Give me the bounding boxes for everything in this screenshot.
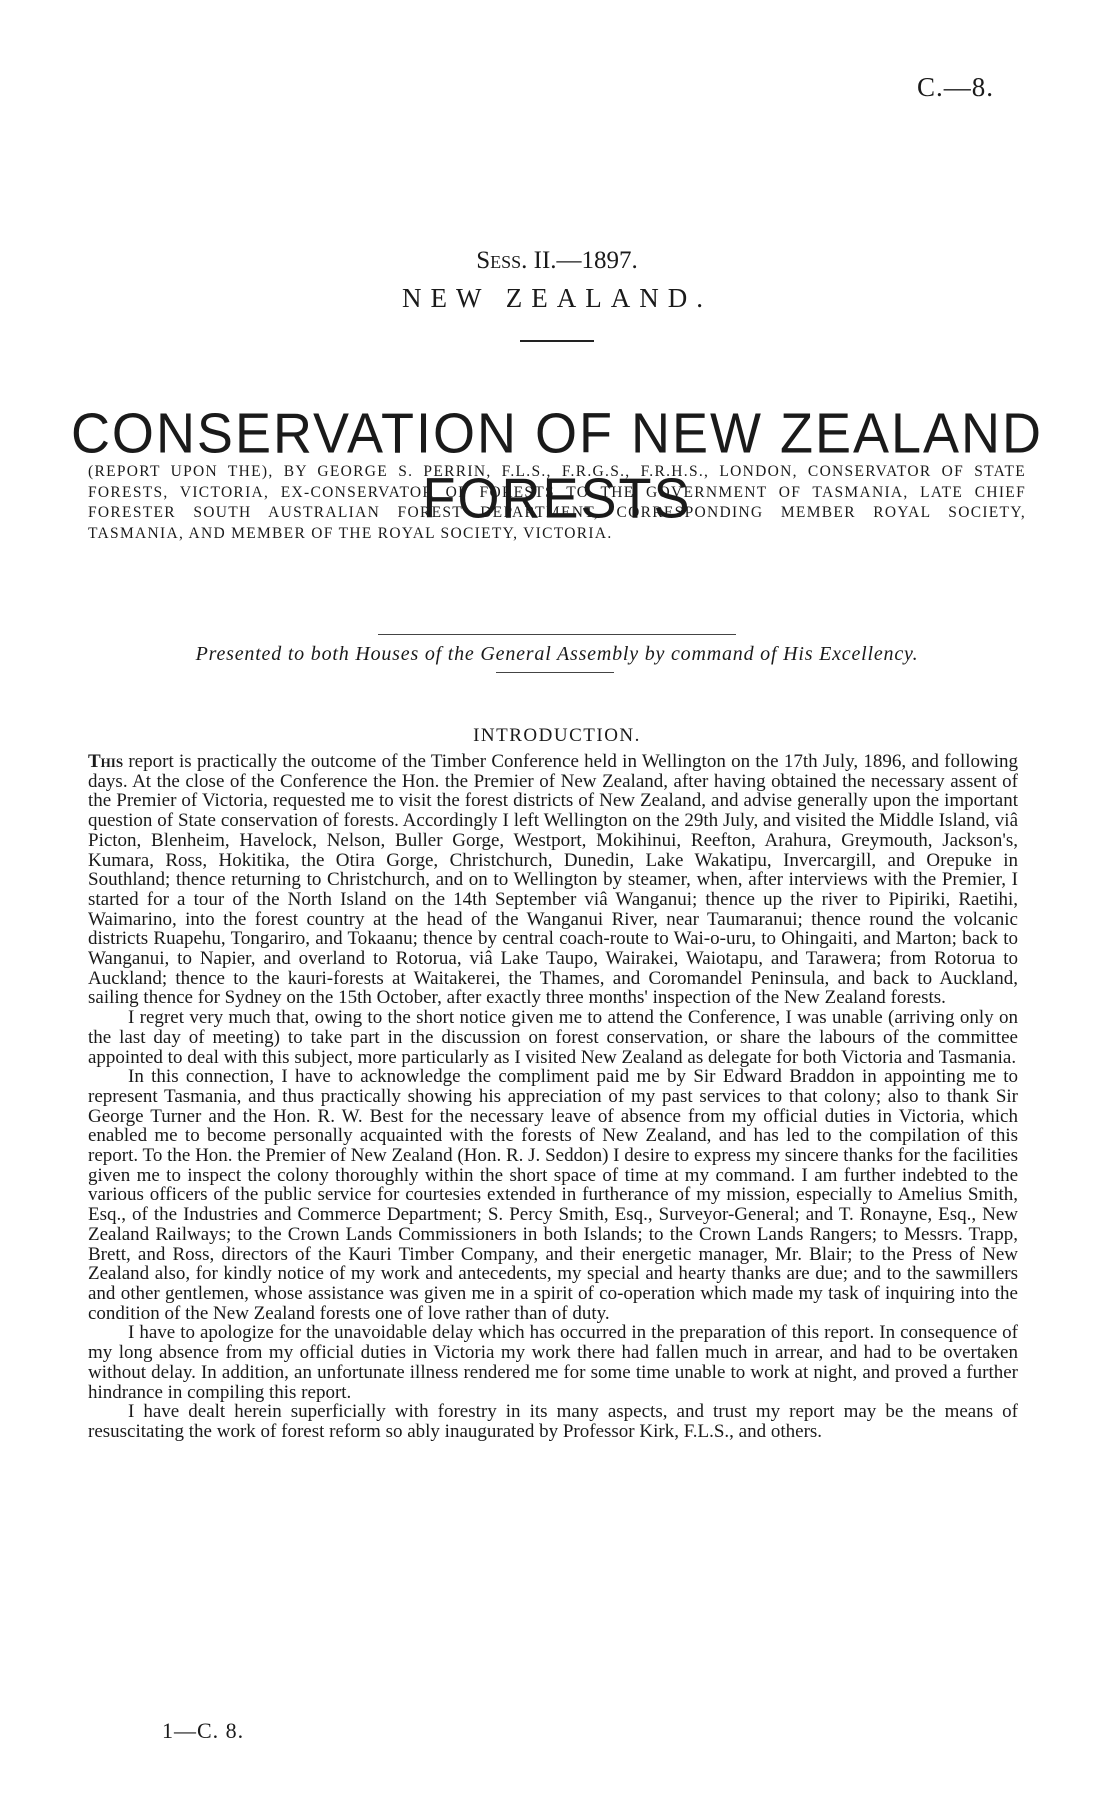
document-subtitle: (REPORT UPON THE), BY GEORGE S. PERRIN, F.L.S., F.R.G.S., F.R.H.S., LONDON, CONSERVATOR OF STATE FORESTS, VICTORIA, EX-CONSERVATOR OF FORESTS TO THE GOVERNMENT OF TASMANIA, LATE CHIEF FORESTER SOUTH AUSTRALIAN FOREST DEPARTMENT, CORRESPONDING MEMBER ROYAL SOCIETY, TASMANIA, AND MEMBER OF THE ROYAL SOCIETY, VICTORIA. [88,463,1026,542]
paragraph: In this connection, I have to acknowledge the compliment paid me by Sir Edward Braddon in appointing me to represent Tasmania, and thus practically showing his appreciation of my past services to that colony; also to thank Sir George Turner and the Hon. R. W. Best for the necessary leave of absence from my official duties in Victoria, which enabled me to become personally acquainted with the forests of New Zealand, and has led to the compilation of this report. To the Hon. the Premier of New Zealand (Hon. R. J. Seddon) I desire to express my sincere thanks for the facilities given me to inspect the colony thoroughly within the short space of time at my command. I am further indebted to the various officers of the public service for courtesies extended in furtherance of my mission, especially to Amelius Smith, Esq., of the Industries and Commerce Department; S. Percy Smith, Esq., Surveyor-General; and T. Ronayne, Esq., New Zealand Railways; to the Crown Lands Commissioners in both Islands; to the Crown Lands Rangers; to Messrs. Trapp, Brett, and Ross, directors of the Kauri Timber Company, and their energetic manager, Mr. Blair; to the Press of New Zealand also, for kindly notice of my work and antecedents, my special and hearty thanks are due; and to the sawmillers and other gentlemen, whose assistance was given me in a spirit of co-operation which made my task of inquiring into the condition of the New Zealand forests one of love rather than of duty. [88,1066,1018,1324]
paper-code: C.—8. [916,72,994,102]
divider-rule [520,340,594,342]
document-title: CONSERVATION OF NEW ZEALAND FORESTS [70,401,1044,531]
paragraph: I regret very much that, owing to the short notice given me to attend the Conference, I was unable (arriving only on the last day of meeting) to take part in the discussion on forest conservation, or share the labours of the committee appointed to deal with this subject, more particularly as I visited New Zealand as delegate for both Victoria and Tasmania. [88,1007,1018,1068]
body-text [88,752,1018,1442]
lead-word: This [88,751,124,772]
paragraph: I have to apologize for the unavoidable delay which has occurred in the preparation of this report. In consequence of my long absence from my official duties in Victoria my work there had fallen much in arrear, and had to be overtaken without delay. In addition, an unfortunate illness rendered me for some time unable to work at night, and proved a further hindrance in compiling this report. [88,1322,1018,1403]
divider-rule [378,634,736,635]
country-heading: NEW ZEALAND. [402,283,712,313]
presented-line: Presented to both Houses of the General Assembly by command of His Excellency. [195,643,919,665]
page-footer-code: 1—C. 8. [162,1718,245,1743]
paragraph [88,752,1018,1008]
section-heading: INTRODUCTION. [473,725,641,746]
paragraph-text: report is practically the outcome of the Timber Conference held in Wellington on the 17th July, 1896, and following days. At the close of the Conference the Hon. the Premier of New Zealand, after having obtained the necessary assent of the Premier of Victoria, requested me to visit the forest districts of New Zealand, and advise generally upon the important question of State conservation of forests. Accordingly I left Wellington on the 29th July, and visited the Middle Island, viâ Picton, Blenheim, Havelock, Nelson, Buller Gorge, Westport, Mokihinui, Reefton, Arahura, Greymouth, Jackson's, Kumara, Ross, Hokitika, the Otira Gorge, Christchurch, Dunedin, Lake Wakatipu, Invercargill, and Orepuke in Southland; thence returning to Christchurch, and on to Wellington by steamer, when, after interviews with the Premier, I started for a tour of the North Island on the 14th September viâ Wanganui; thence up the river to Pipiriki, Raetihi, Waimarino, into the forest country at the head of the Wanganui River, near Taumaranui; thence round the volcanic districts Ruapehu, Tongariro, and Tokaanu; thence by central coach-route to Wai-o-uru, to Ohingaiti, and Marton; back to Wanganui, to Napier, and overland to Rotorua, viâ Lake Taupo, Wairakei, Waiotapu, and Tarawera; from Rotorua to Auckland; thence to the kauri-forests at Waitakerei, the Thames, and Coromandel Peninsula, and back to Auckland, sailing thence for Sydney on the 15th October, after exactly three months' inspection of the New Zealand forests. [88,751,1018,1009]
divider-rule [496,672,614,673]
paragraph: I have dealt herein superficially with forestry in its many aspects, and trust my report may be the means of resuscitating the work of forest reform so ably inaugurated by Professor Kirk, F.L.S., and others. [88,1401,1018,1442]
session-line: Sess. II.—1897. [476,247,638,274]
